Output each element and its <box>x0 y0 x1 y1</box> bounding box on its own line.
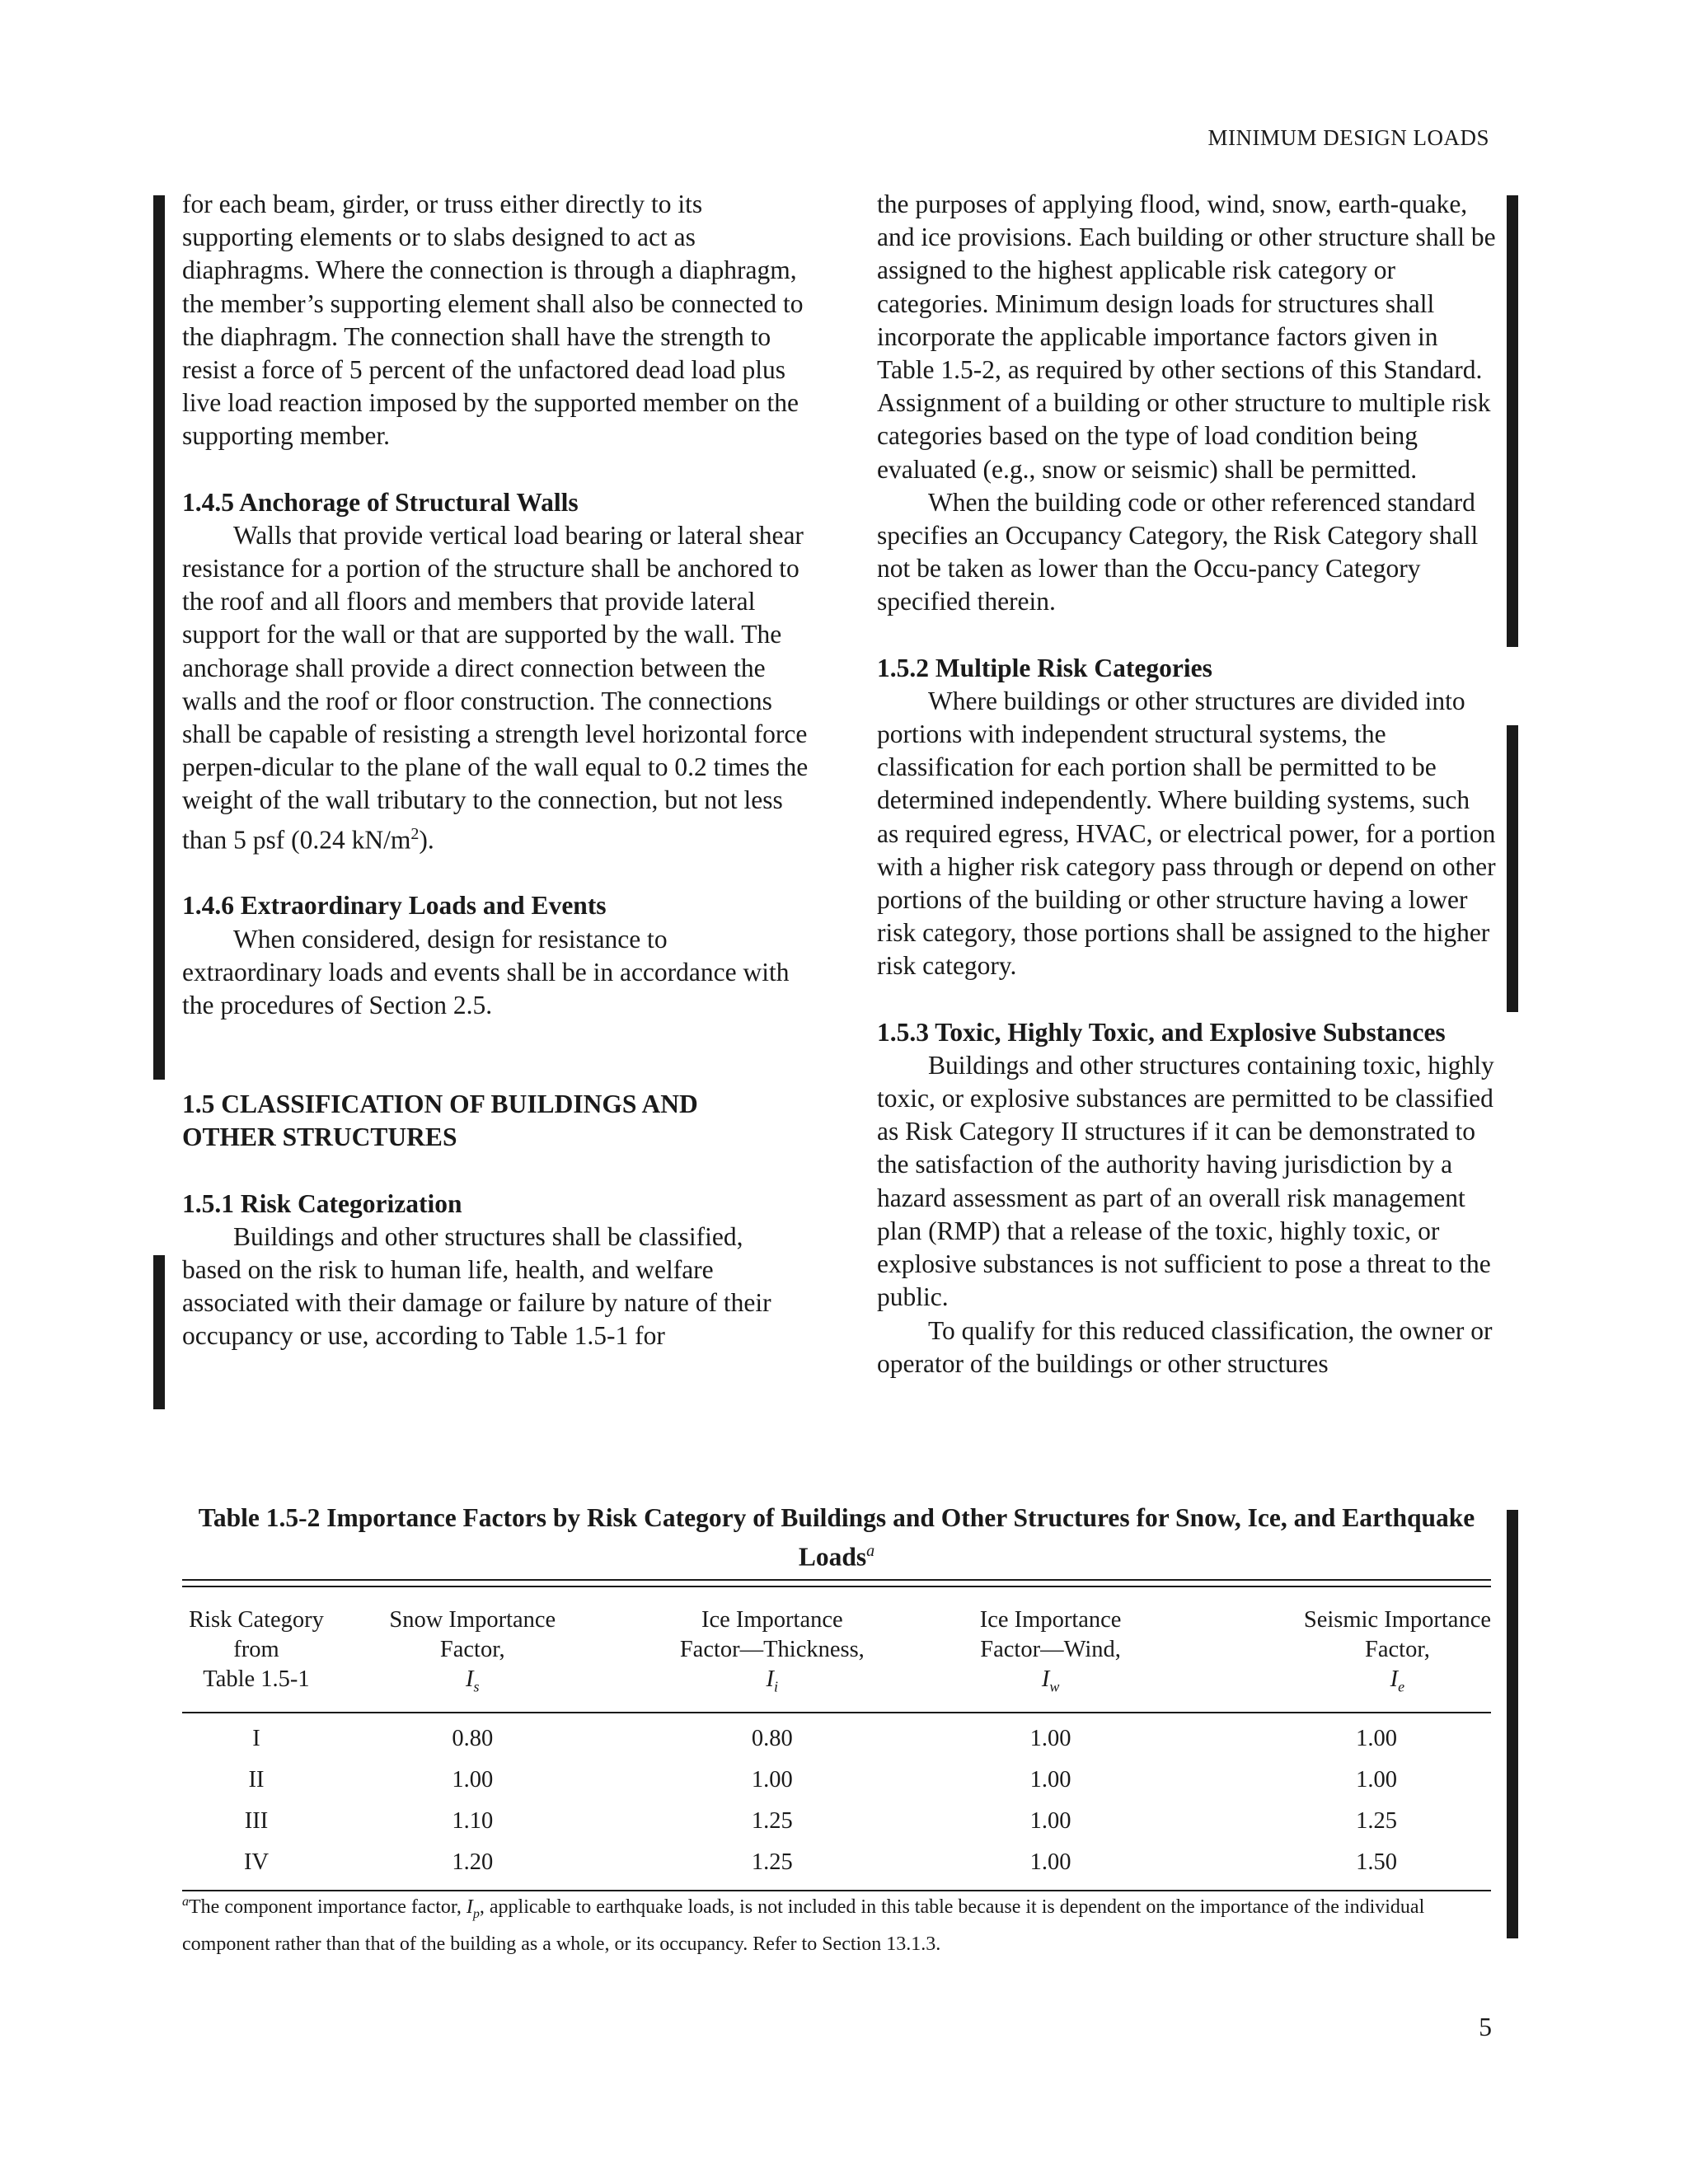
column-header: Ice Importance Factor—Wind, $I_w$ <box>979 1607 1122 1695</box>
table-cell: 1.50 <box>1356 1849 1398 1875</box>
paragraph: To qualify for this reduced classification, the owner or operator of the buildings or other structures <box>877 1315 1493 1378</box>
table-row <box>182 1760 1491 1801</box>
column-header: Snow Importance Factor, $I_s$ <box>389 1607 556 1695</box>
paragraph: Where buildings or other structures are divided into portions with independent structural systems, the classification for each portion shall be permitted to be determined independently. Where building systems, such as required egress, HVAC, or electrical power, for a portion with a higher risk category pass through or depend on other portions of the building or other structure having a lower risk category, those portions shall be assigned to the higher risk category. <box>877 686 1496 981</box>
table-cell: IV <box>243 1849 270 1875</box>
paragraph: the purposes of applying flood, wind, snow, earth-quake, and ice provisions. Each building or other structure shall be assigned to the highest applicable risk category or categories. Minimum design loads for structures shall incorporate the applicable importance factors given in Table 1.5-2, as required by other sections of this Standard. Assignment of a building or other structure to multiple risk categories based on the type of load condition being evaluated (e.g., snow or seismic) shall be permitted. <box>877 190 1496 484</box>
table-cell: 1.20 <box>452 1849 494 1875</box>
section-heading-1-4-6: 1.4.6 Extraordinary Loads and Events <box>182 891 607 921</box>
column-header: Risk Category from Table 1.5-1 <box>189 1607 324 1692</box>
change-bar-left-2 <box>153 1255 165 1409</box>
table-cell: 1.00 <box>751 1766 793 1793</box>
table-cell: 0.80 <box>751 1725 793 1751</box>
table-cell: 1.00 <box>1029 1807 1071 1834</box>
table-cell: 1.25 <box>751 1807 793 1834</box>
page-number: 5 <box>1479 2013 1492 2041</box>
importance-factors-table <box>182 1605 1491 1891</box>
paragraph: for each beam, girder, or truss either directly to its supporting elements or to slabs designed to act as diaphragms. Where the connection is through a diaphragm, the member’s supporting element shall also be connected to the diaphragm. The connection shall have the strength to resist a force of 5 percent of the unfactored dead load plus live load reaction imposed by the supported member on the supporting member. <box>182 190 804 451</box>
table-cell: 1.25 <box>751 1849 793 1875</box>
table-title: Table 1.5-2 Importance Factors by Risk Category of Buildings and Other Structures for Snow, Ice, and Earthquake Loads$^a$ <box>198 1503 1475 1572</box>
table-top-rule-2 <box>182 1586 1491 1587</box>
table-cell: II <box>248 1766 265 1793</box>
table-row <box>182 1801 1491 1842</box>
change-bar-right-2 <box>1507 725 1518 1012</box>
section-heading-1-5: 1.5 CLASSIFICATION OF BUILDINGS AND OTHER STRUCTURES <box>182 1090 698 1152</box>
table-cell: 1.00 <box>1029 1849 1071 1875</box>
change-bar-right-3 <box>1507 1510 1518 1938</box>
column-header: Ice Importance Factor—Thickness, $I_i$ <box>679 1607 865 1695</box>
right-column <box>877 188 1497 1380</box>
section-heading-1-5-3: 1.5.3 Toxic, Highly Toxic, and Explosive Substances <box>877 1017 1446 1047</box>
paragraph: Buildings and other structures shall be classified, based on the risk to human life, health, and welfare associated with their damage or failure by nature of their occupancy or use, according to Table 1.5-1 for <box>182 1221 771 1351</box>
table-header-row <box>182 1605 1491 1702</box>
paragraph: Buildings and other structures containing toxic, highly toxic, or explosive substances are permitted to be classified as Risk Category II structures if it can be demonstrated to the satisfaction of the authority having jurisdiction by a hazard assessment as part of an overall risk management plan (RMP) that a release of the toxic, highly toxic, or explosive substances is not sufficient to pose a threat to the public. <box>877 1050 1494 1312</box>
table-cell: 1.10 <box>452 1807 494 1834</box>
table-cell: 1.25 <box>1356 1807 1398 1834</box>
table-cell: III <box>244 1807 269 1834</box>
table-cell: 1.00 <box>1356 1766 1398 1793</box>
section-heading-1-5-2: 1.5.2 Multiple Risk Categories <box>877 653 1212 682</box>
table-cell: 1.00 <box>1029 1725 1071 1751</box>
paragraph: When the building code or other referenced standard specifies an Occupancy Category, the Risk Category shall not be taken as lower than the Occu-pancy Category specified therein. <box>877 487 1479 616</box>
paragraph: Walls that provide vertical load bearing or lateral shear resistance for a portion of the structure shall be anchored to the roof and all floors and members that provide lateral support for the wall or that are supported by the wall. The anchorage shall provide a direct connection between the walls and the roof or floor construction. The connections shall be capable of resisting a strength level horizontal force perpen-dicular to the plane of the wall equal to 0.2 times the weight of the wall tributary to the connection, but not less than 5 psf (0.24 $kN/m^2$). <box>182 520 809 855</box>
section-heading-1-4-5: 1.4.5 Anchorage of Structural Walls <box>182 487 579 517</box>
table-cell: 1.00 <box>1356 1725 1398 1751</box>
table-top-rule <box>182 1579 1491 1581</box>
column-header: Seismic Importance Factor, $I_e$ <box>1303 1607 1491 1695</box>
change-bar-right-1 <box>1507 195 1518 647</box>
left-column <box>182 188 809 1353</box>
paragraph: When considered, design for resistance to extraordinary loads and events shall be in accordance with the procedures of Section 2.5. <box>182 924 790 1019</box>
running-header: MINIMUM DESIGN LOADS <box>1207 125 1489 150</box>
table-cell: 1.00 <box>1029 1766 1071 1793</box>
table-cell: I <box>252 1725 260 1751</box>
table-cell: 0.80 <box>452 1725 494 1751</box>
table-row <box>182 1842 1491 1883</box>
section-heading-1-5-1: 1.5.1 Risk Categorization <box>182 1188 462 1218</box>
table-row <box>182 1718 1491 1760</box>
change-bar-left-1 <box>153 195 165 1080</box>
table-footnote: $^a$The component importance factor, $I_p$, applicable to earthquake loads, is not included in this table because it is dependent on the importance of the individual component rather than that of the building as a whole, or its occupancy. Refer to Section 13.1.3. <box>182 1895 1425 1955</box>
table-cell: 1.00 <box>452 1766 494 1793</box>
